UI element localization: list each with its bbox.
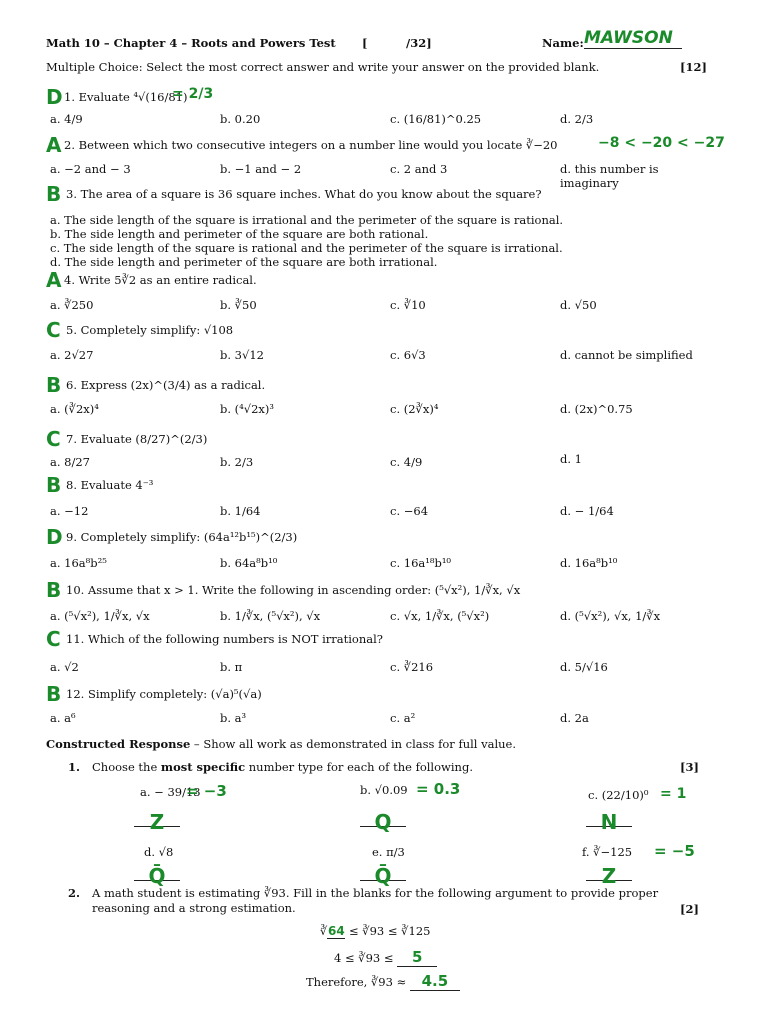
option-12c: c. a² — [390, 711, 416, 725]
option-3a: a. The side length of the square is irrational and the perimeter of the square is rational. — [50, 213, 564, 227]
option-5b: b. 3√12 — [220, 348, 264, 362]
name-field[interactable] — [584, 28, 682, 49]
option-8a: a. −12 — [50, 504, 89, 518]
cr-q1-item-f-work: = −5 — [654, 842, 695, 860]
option-6b: b. (⁴√2x)³ — [220, 402, 274, 416]
cr-q2-line1 — [320, 924, 430, 939]
cr-q1-item-c-answer: N — [600, 810, 618, 834]
answer-3: B — [46, 182, 62, 206]
cr-q1-item-a-work: = −3 — [186, 782, 227, 800]
option-6c: c. (2∛x)⁴ — [390, 402, 439, 416]
option-1a: a. 4/9 — [50, 112, 83, 126]
cr-q2-blank-3[interactable]: 4.5 — [410, 972, 460, 991]
cr-q1-item-f-answer: Z — [601, 864, 617, 888]
question-4-stem: 4. Write 5∛2 as an entire radical. — [64, 273, 257, 287]
option-10a: a. (⁵√x²), 1/∛x, √x — [50, 609, 150, 623]
option-12a: a. a⁶ — [50, 711, 76, 725]
cr-q1-number: 1. — [68, 760, 81, 774]
option-3c: c. The side length of the square is rational and the perimeter of the square is irrational. — [50, 241, 563, 255]
question-1-stem: 1. Evaluate ⁴√(16/81) — [64, 90, 188, 104]
option-12d: d. 2a — [560, 711, 589, 725]
option-9a: a. 16a⁸b²⁵ — [50, 556, 107, 570]
option-7b: b. 2/3 — [220, 455, 254, 469]
option-7c: c. 4/9 — [390, 455, 423, 469]
question-5-stem: 5. Completely simplify: √108 — [66, 323, 234, 337]
name-value: MAWSON — [584, 28, 673, 48]
answer-8: B — [46, 473, 62, 497]
option-5a: a. 2√27 — [50, 348, 94, 362]
cr-q2-line3-pre: Therefore, ∛93 ≈ — [306, 975, 410, 989]
cr-q1-item-b-answer: Q — [374, 810, 392, 834]
option-1c: c. (16/81)^0.25 — [390, 112, 482, 126]
option-9d: d. 16a⁸b¹⁰ — [560, 556, 618, 570]
cr-q1-text-post: number type for each of the following. — [245, 760, 473, 774]
option-8b: b. 1/64 — [220, 504, 261, 518]
cr-heading — [46, 737, 516, 751]
question-1-work: = 2/3 — [172, 86, 214, 102]
question-6-stem: 6. Express (2x)^(3/4) as a radical. — [66, 378, 266, 392]
option-7a: a. 8/27 — [50, 455, 90, 469]
cr-q2-blank-2[interactable]: 5 — [397, 948, 437, 967]
cr-q1-item-d-answer: Q̄ — [148, 864, 166, 888]
option-2b: b. −1 and − 2 — [220, 162, 302, 176]
score-total: /32] — [406, 36, 432, 50]
question-11-stem: 11. Which of the following numbers is NOT irrational? — [66, 632, 383, 646]
cr-q2-text: A math student is estimating ∛93. Fill in the blanks for the following argument to provide proper reasoning and a strong estimation. — [92, 886, 659, 915]
option-3b: b. The side length and perimeter of the square are both rational. — [50, 227, 429, 241]
cr-heading-rest: – Show all work as demonstrated in class for full value. — [190, 737, 517, 751]
answer-12: B — [46, 682, 62, 706]
cr-q2-line1-pre: ∛ — [320, 924, 328, 938]
question-8-stem: 8. Evaluate 4⁻³ — [66, 478, 154, 492]
option-4d: d. √50 — [560, 298, 597, 312]
cr-q1-item-d-label: d. √8 — [144, 845, 174, 859]
question-12-stem: 12. Simplify completely: (√a)⁵(√a) — [66, 687, 262, 701]
option-2d: d. this number is imaginary — [560, 162, 659, 190]
option-8d: d. − 1/64 — [560, 504, 614, 518]
mc-instructions: Multiple Choice: Select the most correct answer and write your answer on the provided blank. — [46, 60, 600, 74]
cr-q1-item-b-label: b. √0.09 — [360, 783, 408, 797]
question-2-stem: 2. Between which two consecutive integers on a number line would you locate ∛−20 — [64, 138, 558, 152]
cr-q2-line2-pre: 4 ≤ ∛93 ≤ — [334, 951, 398, 965]
cr-q1-item-c-label: c. (22/10)⁰ — [588, 788, 649, 802]
question-3-stem: 3. The area of a square is 36 square inches. What do you know about the square? — [66, 187, 542, 201]
option-1b: b. 0.20 — [220, 112, 261, 126]
answer-6: B — [46, 373, 62, 397]
option-12b: b. a³ — [220, 711, 247, 725]
cr-q1-marks: [3] — [680, 760, 699, 774]
option-9c: c. 16a¹⁸b¹⁰ — [390, 556, 452, 570]
answer-1: D — [46, 85, 63, 109]
option-10c: c. √x, 1/∛x, (⁵√x²) — [390, 609, 490, 623]
cr-q1-item-d-blank[interactable] — [134, 864, 180, 888]
option-11d: d. 5/√16 — [560, 660, 608, 674]
answer-5: C — [46, 318, 61, 342]
answer-4: A — [46, 268, 62, 292]
option-5c: c. 6√3 — [390, 348, 426, 362]
score-open: [ — [362, 36, 368, 50]
option-4c: c. ∛10 — [390, 298, 426, 312]
option-4b: b. ∛50 — [220, 298, 257, 312]
cr-q1-item-a-blank[interactable] — [134, 810, 180, 834]
option-8c: c. −64 — [390, 504, 429, 518]
question-10-stem: 10. Assume that x > 1. Write the following in ascending order: (⁵√x²), 1/∛x, √x — [66, 583, 521, 597]
cr-q1-text — [92, 760, 473, 774]
option-6a: a. (∛2x)⁴ — [50, 402, 99, 416]
cr-q1-item-c-blank[interactable] — [586, 810, 632, 834]
option-11c: c. ∛216 — [390, 660, 434, 674]
question-9-stem: 9. Completely simplify: (64a¹²b¹⁵)^(2/3) — [66, 530, 298, 544]
option-6d: d. (2x)^0.75 — [560, 402, 633, 416]
cr-heading-bold: Constructed Response — [46, 737, 191, 751]
option-5d: d. cannot be simplified — [560, 348, 693, 362]
answer-9: D — [46, 525, 63, 549]
cr-q1-text-pre: Choose the — [92, 760, 161, 774]
cr-q2-blank-1[interactable]: 64 — [327, 924, 345, 938]
cr-q1-item-f-label: f. ∛−125 — [582, 845, 633, 859]
option-2a: a. −2 and − 3 — [50, 162, 131, 176]
question-2-work: −8 < −20 < −27 — [598, 135, 725, 151]
option-1d: d. 2/3 — [560, 112, 594, 126]
option-10d: d. (⁵√x²), √x, 1/∛x — [560, 609, 661, 623]
question-7-stem: 7. Evaluate (8/27)^(2/3) — [66, 432, 208, 446]
cr-q2-line3 — [306, 972, 460, 991]
option-3d: d. The side length and perimeter of the square are both irrational. — [50, 255, 438, 269]
cr-q2-line1-post: ≤ ∛93 ≤ ∛125 — [345, 924, 431, 938]
option-10b: b. 1/∛x, (⁵√x²), √x — [220, 609, 321, 623]
option-2c: c. 2 and 3 — [390, 162, 448, 176]
answer-10: B — [46, 578, 62, 602]
cr-q1-item-f-blank[interactable] — [586, 864, 632, 888]
option-4a: a. ∛250 — [50, 298, 94, 312]
option-11a: a. √2 — [50, 660, 79, 674]
cr-q2-marks: [2] — [680, 902, 699, 916]
cr-q1-item-c-work: = 1 — [660, 786, 687, 802]
option-9b: b. 64a⁸b¹⁰ — [220, 556, 278, 570]
mc-marks: [12] — [680, 60, 707, 74]
answer-7: C — [46, 427, 61, 451]
answer-2: A — [46, 133, 62, 157]
cr-q1-item-b-blank[interactable] — [360, 810, 406, 834]
page-title: Math 10 – Chapter 4 – Roots and Powers Test — [46, 36, 336, 50]
cr-q2-line2 — [334, 948, 437, 967]
cr-q1-item-a-answer: Z — [149, 810, 165, 834]
cr-q1-text-bold: most specific — [160, 760, 246, 774]
cr-q1-item-e-answer: Q̄ — [374, 864, 392, 888]
cr-q1-item-a-label: a. − 39/13 — [140, 785, 201, 799]
answer-11: C — [46, 627, 61, 651]
name-label: Name: — [542, 36, 584, 50]
cr-q1-item-e-label: e. π/3 — [372, 845, 405, 859]
cr-q1-item-b-work: = 0.3 — [416, 780, 461, 798]
option-7d: d. 1 — [560, 452, 582, 466]
option-11b: b. π — [220, 660, 243, 674]
cr-q2-number: 2. — [68, 886, 81, 900]
cr-q1-item-e-blank[interactable] — [360, 864, 406, 888]
